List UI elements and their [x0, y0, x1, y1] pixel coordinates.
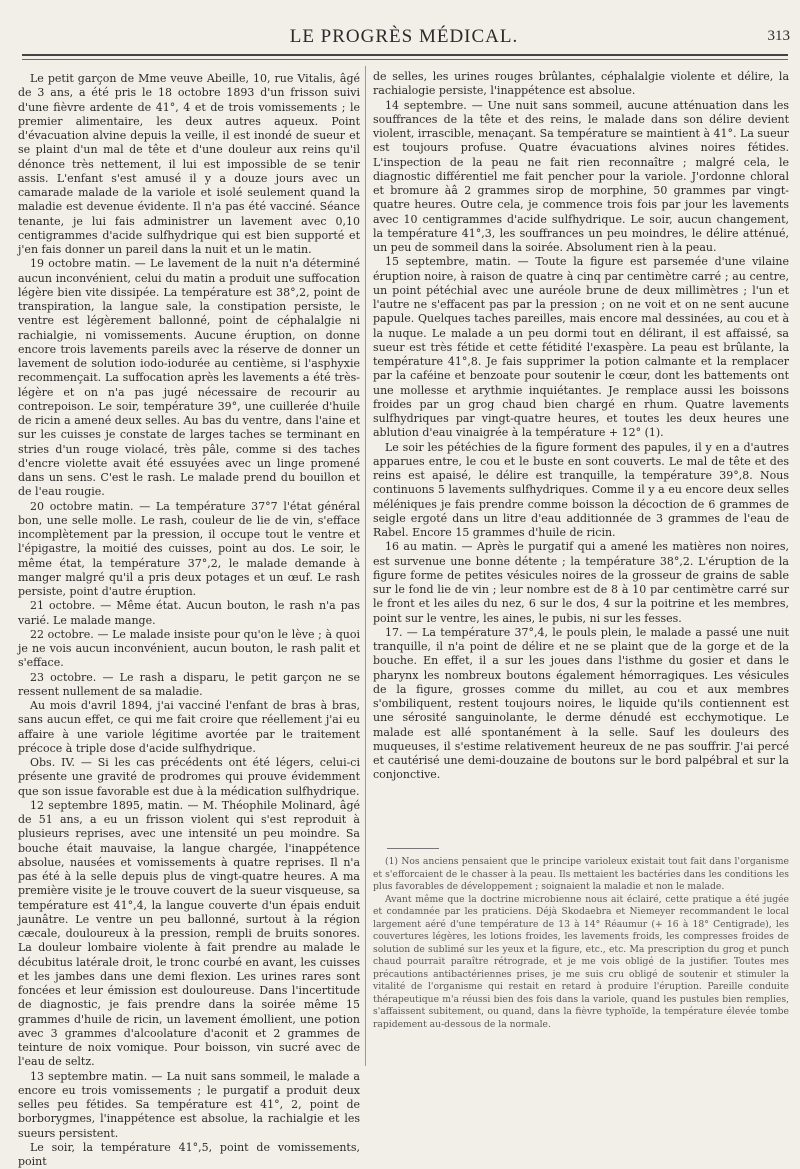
paragraph: 15 septembre, matin. — Toute la figure est parsemée d'une vilaine éruption noire, à raison de quatre à cinq par centimètre carré ; au centre, un point pétéchial avec une auréole brune de deux millimètres ; l'un et l'autre ne s'effacent pas par la pression ; on ne voit et on ne sent aucune papule. Quelques taches pareilles, mais encore mal dessinées, au cou et à la nuque. Le malade a un peu dormi tout en délirant, il est affaissé, sa sueur est très fétide et cette fétidité l'exaspère. La peau est brûlante, la température 41°,8. Je fais supprimer la potion calmante et la remplacer par la caféine et benzoate pour soutenir le cœur, dont les battements ont une mollesse et arythmie inquiétantes. Je remplace aussi les boissons froides par un grog chaud bien chargé en rhum. Quatre lavements sulfhydriques par vingt-quatre heures, et toutes les deux heures une ablution d'eau vinaigrée à la température + 12° (1).: [373, 255, 789, 440]
paragraph: Le petit garçon de Mme veuve Abeille, 10, rue Vitalis, âgé de 3 ans, a été pris le 18 octobre 1893 d'un frisson suivi d'une fièvre ardente de 41°, 4 et de trois vomissements ; le premier alimentaire, les deux autres aqueux. Point d'évacuation alvine depuis la veille, il est inondé de sueur et se plaint d'un mal de tête et d'une douleur aux reins qu'il dénonce très nettement, il lui est impossible de se tenir assis. L'enfant s'est amusé il y a douze jours avec un camarade malade de la variole et isolé seulement quand la maladie est devenue évidente. Il n'a pas été vacciné. Séance tenante, je lui fais administrer un lavement avec 0,10 centigrammes d'acide sulfhydrique qui est bien supporté et j'en fais donner un pareil dans la nuit et un le matin.: [18, 72, 360, 256]
paragraph: 19 octobre matin. — Le lavement de la nuit n'a déterminé aucun inconvénient, celui du matin a produit une suffocation légère bien vite dissipée. La température est 38°,2, point de transpiration, la langue sale, la constipation persiste, le ventre est légèrement ballonné, point de céphalalgie ni rachialgie, ni vomissements. Aucune éruption, on donne encore trois lavements pareils avec la réserve de donner un lavement de solution iodo-iodurée au centième, si l'asphyxie recommençait. La suffocation après les lavements a été très-légère et on n'a pas jugé nécessaire de recourir au contrepoison. Le soir, température 39°, une cuillerée d'huile de ricin a amené deux selles. Au bas du ventre, dans l'aine et sur les cuisses je constate de larges taches se terminant en stries d'un rouge violacé, très pâle, comme si des taches d'encre violette avait été essuyées avec un linge promené dans un sens. C'est le rash. Le malade prend du bouillon et de l'eau rougie.: [18, 257, 360, 499]
left-column: [18, 72, 360, 1169]
header-rule-thin: [22, 59, 788, 60]
paragraph: 23 octobre. — Le rash a disparu, le petit garçon ne se ressent nullement de sa maladie.: [18, 670, 360, 698]
paragraph: Le soir, la température 41°,5, point de vomissements, point: [18, 1140, 360, 1168]
right-column: [373, 70, 789, 783]
paragraph: Au mois d'avril 1894, j'ai vacciné l'enfant de bras à bras, sans aucun effet, ce qui me fait croire que réellement j'ai eu affaire à une variole légitime avortée par le traitement précoce à triple dose d'acide sulfhydrique.: [18, 699, 360, 755]
footnote-paragraph: (1) Nos anciens pensaient que le principe varioleux existait tout fait dans l'organisme et s'efforcaient de le chasser à la peau. Ils mettaient les bactéries dans les conditions les plus favorables de développement ; soignaient la maladie et non le malade.: [373, 856, 789, 892]
paragraph: 17. — La température 37°,4, le pouls plein, le malade a passé une nuit tranquille, il n'a point de délire et ne se plaint que de la gorge et de la bouche. En effet, il a sur les joues dans l'isthme du gosier et dans le pharynx les nombreux boutons également hémorragiques. Les vésicules de la figure, grosses comme du millet, au cou et aux membres s'ombiliquent, restent toujours noires, le liquide qu'ils contiennent est une sérosité sanguinolante, le derme dénudé est ecchymotique. Le malade est allé spontanément à la selle. Sauf les douleurs des muqueuses, il s'estime relativement heureux de ne pas souffrir. J'ai percé et cautérisé une demi-douzaine de boutons sur le bord palpébral et sur la conjonctive.: [373, 625, 789, 782]
paragraph: 20 octobre matin. — La température 37°7 l'état général bon, une selle molle. Le rash, couleur de lie de vin, s'efface incomplètement par la pression, il occupe tout le ventre et l'épigastre, la moitié des cuisses, point au dos. Le soir, le même état, la température 37°,2, le malade demande à manger malgré qu'il a pris deux potages et un œuf. Le rash persiste, point d'autre éruption.: [18, 499, 360, 598]
page-header: [18, 26, 790, 66]
header-rule: [22, 54, 788, 56]
paragraph: 12 septembre 1895, matin. — M. Théophile Molinard, âgé de 51 ans, a eu un frisson violent qui s'est reproduit à plusieurs reprises, avec une intensité un peu moindre. Sa bouche était mauvaise, la langue chargée, l'inappétence absolue, nausées et vomissements à quatre reprises. Il n'a pas été à la selle depuis plus de vingt-quatre heures. A ma première visite je le trouve couvert de la sueur visqueuse, sa température est 41°,4, la langue couverte d'un épais enduit jaunâtre. Le ventre un peu ballonné, surtout à la région cæcale, douloureux à la pression, rempli de bruits sonores. La douleur lombaire violente à fait prendre au malade le décubitus latérale droit, le tronc courbé en avant, les cuisses et les jambes dans une demi flexion. Les urines rares sont foncées et leur émission est douloureuse. Dans l'incertitude de diagnostic, je fais prendre dans la soirée même 15 grammes d'huile de ricin, un lavement émollient, une potion avec 3 grammes d'alcoolature d'aconit et 2 grammes de teinture de noix vomique. Pour boisson, vin sucré avec de l'eau de seltz.: [18, 798, 360, 1069]
journal-title: LE PROGRÈS MÉDICAL.: [289, 26, 519, 47]
footnote-rule: [387, 848, 439, 849]
paragraph: Le soir les pétéchies de la figure forment des papules, il y en a d'autres apparues entre, le cou et le buste en sont couverts. Le mal de tête et des reins est apaisé, le délire est tranquille, la température 39°,8. Nous continuons 5 lavements sulfhydriques. Comme il y a eu encore deux selles méléniques je fais prendre comme boisson la décoction de 6 grammes de seigle ergoté dans un litre d'eau additionnée de 3 grammes de l'eau de Rabel. Encore 15 grammes d'huile de ricin.: [373, 440, 789, 539]
footnote: [373, 856, 789, 1031]
paragraph: Obs. IV. — Si les cas précédents ont été légers, celui-ci présente une gravité de prodromes qui prouve évidemment que son issue favorable est due à la médication sulfhydrique.: [18, 756, 360, 798]
paragraph: de selles, les urines rouges brûlantes, céphalalgie violente et délire, la rachialogie persiste, l'inappétence est absolue.: [373, 70, 789, 98]
column-divider: [365, 66, 366, 1066]
page-number: 313: [767, 28, 790, 44]
paragraph: 22 octobre. — Le malade insiste pour qu'on le lève ; à quoi je ne vois aucun inconvénient, aucun bouton, le rash palit et s'efface.: [18, 627, 360, 670]
paragraph: 21 octobre. — Même état. Aucun bouton, le rash n'a pas varié. Le malade mange.: [18, 599, 360, 627]
paragraph: 16 au matin. — Après le purgatif qui a amené les matières non noires, est survenue une bonne détente ; la température 38°,2. L'éruption de la figure forme de petites vésicules noires de la grosseur de grains de sable sur le fond lie de vin ; leur nombre est de 8 à 10 par centimètre carré sur le front et les ailes du nez, 6 sur le dos, 4 sur la poitrine et les membres, point sur le ventre, les aines, le pubis, ni sur les fesses.: [373, 540, 789, 625]
paragraph: 14 septembre. — Une nuit sans sommeil, aucune atténuation dans les souffrances de la tête et des reins, le malade dans son délire devient violent, irrascible, menaçant. Sa température se maintient à 41°. La sueur est toujours profuse. Quatre évacuations alvines noires fétides. L'inspection de la peau ne fait rien reconnaître ; malgré cela, le diagnostic différentiel me fait pencher pour la variole. J'ordonne chloral et bromure àâ 2 grammes sirop de morphine, 50 grammes par vingt-quatre heures. Outre cela, je commence trois fois par jour les lavements avec 10 centigrammes d'acide sulfhydrique. Le soir, aucun changement, la température 41°,3, les souffrances un peu moindres, le délire atténué, un peu de sommeil dans la soirée. Absolument rien à la peau.: [373, 98, 789, 254]
footnote-paragraph: Avant même que la doctrine microbienne nous ait éclairé, cette pratique a été jugée et condamnée par les praticiens. Déjà Skodaebra et Niemeyer recommandent le local largement aéré d'une température de 13 à 14° Réaumur (+ 16 à 18° Centigrade), les couvertures légères, les lotions froides, les lavements froids, les compresses froides de solution de sublimé sur les yeux et la figure, etc., etc. Ma prescription du grog et punch chaud pourrait paraître rétrograde, et je me vois obligé de la justifier. Toutes mes précautions antibactériennes prises, je me suis cru obligé de soutenir et stimuler la vitalité de l'organisme qui restait en retard à produire l'éruption. Pareille conduite thérapeutique m'a réussi bien des fois dans la variole, quand les pustules bien remplies, s'affaissent subitement, ou quand, dans la fièvre typhoïde, la température élevée tombe rapidement au-dessous de la normale.: [373, 893, 789, 1030]
paragraph: 13 septembre matin. — La nuit sans sommeil, le malade a encore eu trois vomissements ; le purgatif a produit deux selles peu fétides. Sa température est 41°, 2, point de borborygmes, l'inappétence est absolue, la rachialgie et les sueurs persistent.: [18, 1069, 360, 1140]
